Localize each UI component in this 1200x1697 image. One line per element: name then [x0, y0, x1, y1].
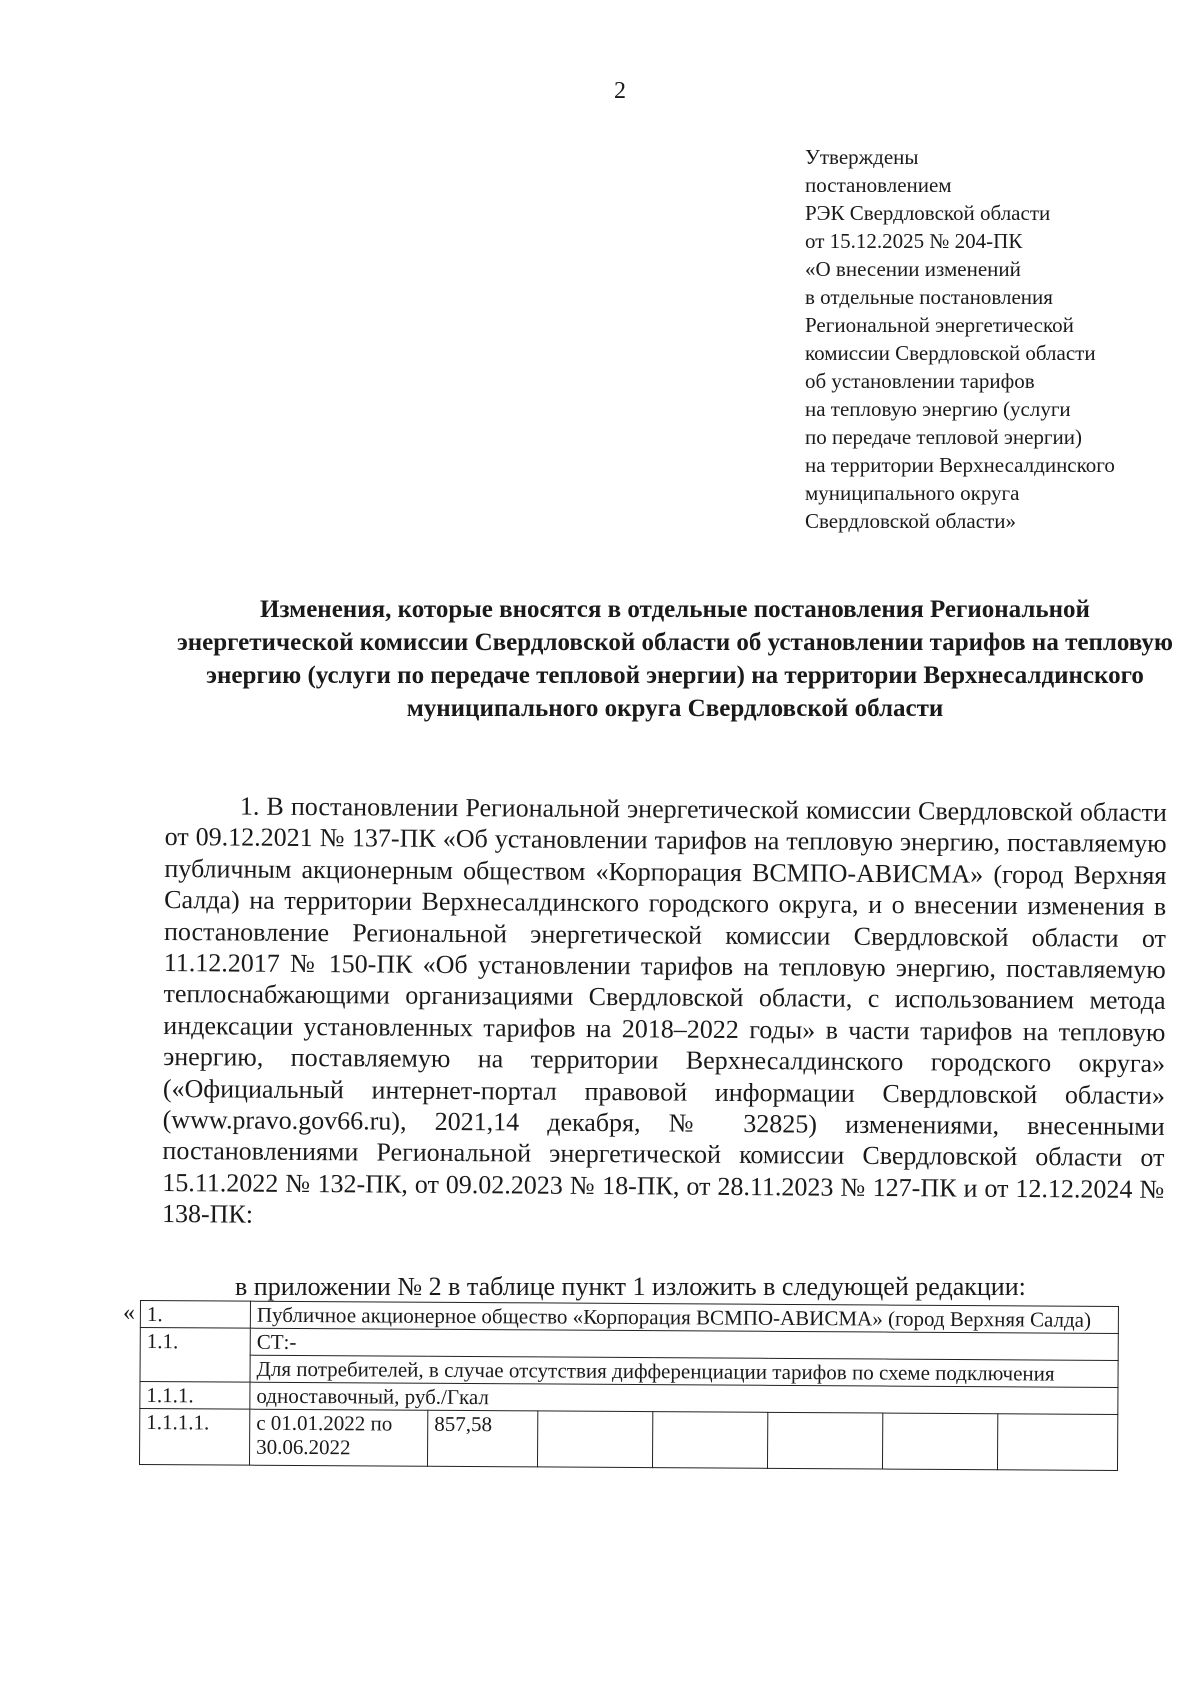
- paragraph-1: 1. В постановлении Региональной энергетической комиссии Свердловской области от 09.12.2021 № 137-ПК «Об установлении тарифов на тепловую энергию, поставляемую публичным акционерным обществом «Корпорация ВСМПО-АВИСМА» (город Верхняя Салда) на территории Верхнесалдинского городского округа, и о внесении изменения в постановление Региональной энергетической комиссии Свердловской области от 11.12.2017 № 150-ПК «Об установлении тарифов на тепловую энергию, поставляемую теплоснабжающими организациями Свердловской области, с использованием метода индексации установленных тарифов на 2018–2022 годы» в части тарифов на тепловую энергию, поставляемую на территории Верхнесалдинского городского округа» («Официальный интернет-портал правовой информации Свердловской области» (www.pravo.gov66.ru), 2021,14 декабря, № 32825) изменениями, внесенными постановлениями Региональной энергетической комиссии Свердловской области от 15.11.2022 № 132-ПК, от 09.02.2023 № 18-ПК, от 28.11.2023 № 127-ПК и от 12.12.2024 № 138-ПК:: [161, 791, 1167, 1229]
- approval-line: об установлении тарифов: [805, 369, 1035, 393]
- page-number: 2: [614, 78, 626, 104]
- approval-line: комиссии Свердловской области: [805, 341, 1096, 365]
- tariff-table-wrap: [139, 1300, 1118, 1471]
- document-title: Изменения, которые вносятся в отдельные постановления Региональной энергетической комиссии Свердловской области об установлении тарифов на тепловую энергию (услуги по передаче тепловой энергии) на территории Верхнесалдинского муниципального округа Свердловской области: [176, 596, 1174, 722]
- approval-line: в отдельные постановления: [805, 285, 1053, 309]
- tax-system: СТ:-: [250, 1328, 1118, 1360]
- row-number: 1.: [140, 1301, 250, 1329]
- table-lead-in: в приложении № 2 в таблице пункт 1 изложить в следующей редакции:: [235, 1272, 1026, 1301]
- approval-line: постановлением: [805, 173, 952, 197]
- opening-quote: «: [123, 1300, 135, 1326]
- empty-cell: [882, 1413, 997, 1470]
- row-number: 1.1.: [140, 1328, 250, 1383]
- empty-cell: [767, 1412, 882, 1469]
- tariff-table: [139, 1300, 1119, 1471]
- empty-cell: [537, 1411, 652, 1468]
- row-number: 1.1.1.: [140, 1382, 250, 1410]
- empty-cell: [652, 1412, 767, 1469]
- tariff-period: с 01.01.2022 по 30.06.2022: [249, 1409, 427, 1466]
- table-row: [139, 1409, 1117, 1471]
- approval-line: РЭК Свердловской области: [805, 201, 1051, 225]
- organization-name: Публичное акционерное общество «Корпорация ВСМПО-АВИСМА» (город Верхняя Салда): [250, 1301, 1118, 1333]
- approval-line: «О внесении изменений: [805, 257, 1021, 281]
- approval-line: Свердловской области»: [805, 509, 1016, 533]
- approval-line: на тепловую энергию (услуги: [805, 397, 1071, 421]
- approval-line: по передаче тепловой энергии): [805, 425, 1083, 449]
- body-text: [162, 790, 1167, 1237]
- approval-line: Утверждены: [805, 145, 919, 169]
- approval-line: от 15.12.2025 № 204-ПК: [805, 229, 1023, 253]
- approval-line: на территории Верхнесалдинского: [805, 453, 1115, 477]
- tariff-value: 857,58: [427, 1410, 537, 1467]
- tariff-type: одноставочный, руб./Гкал: [250, 1382, 1118, 1414]
- empty-cell: [997, 1414, 1117, 1471]
- approval-line: муниципального округа: [805, 481, 1020, 505]
- approval-line: Региональной энергетической: [805, 313, 1074, 337]
- approval-block: [805, 143, 1185, 535]
- consumer-note: Для потребителей, в случае отсутствия дифференциации тарифов по схеме подключения: [250, 1355, 1118, 1387]
- row-number: 1.1.1.1.: [139, 1409, 249, 1466]
